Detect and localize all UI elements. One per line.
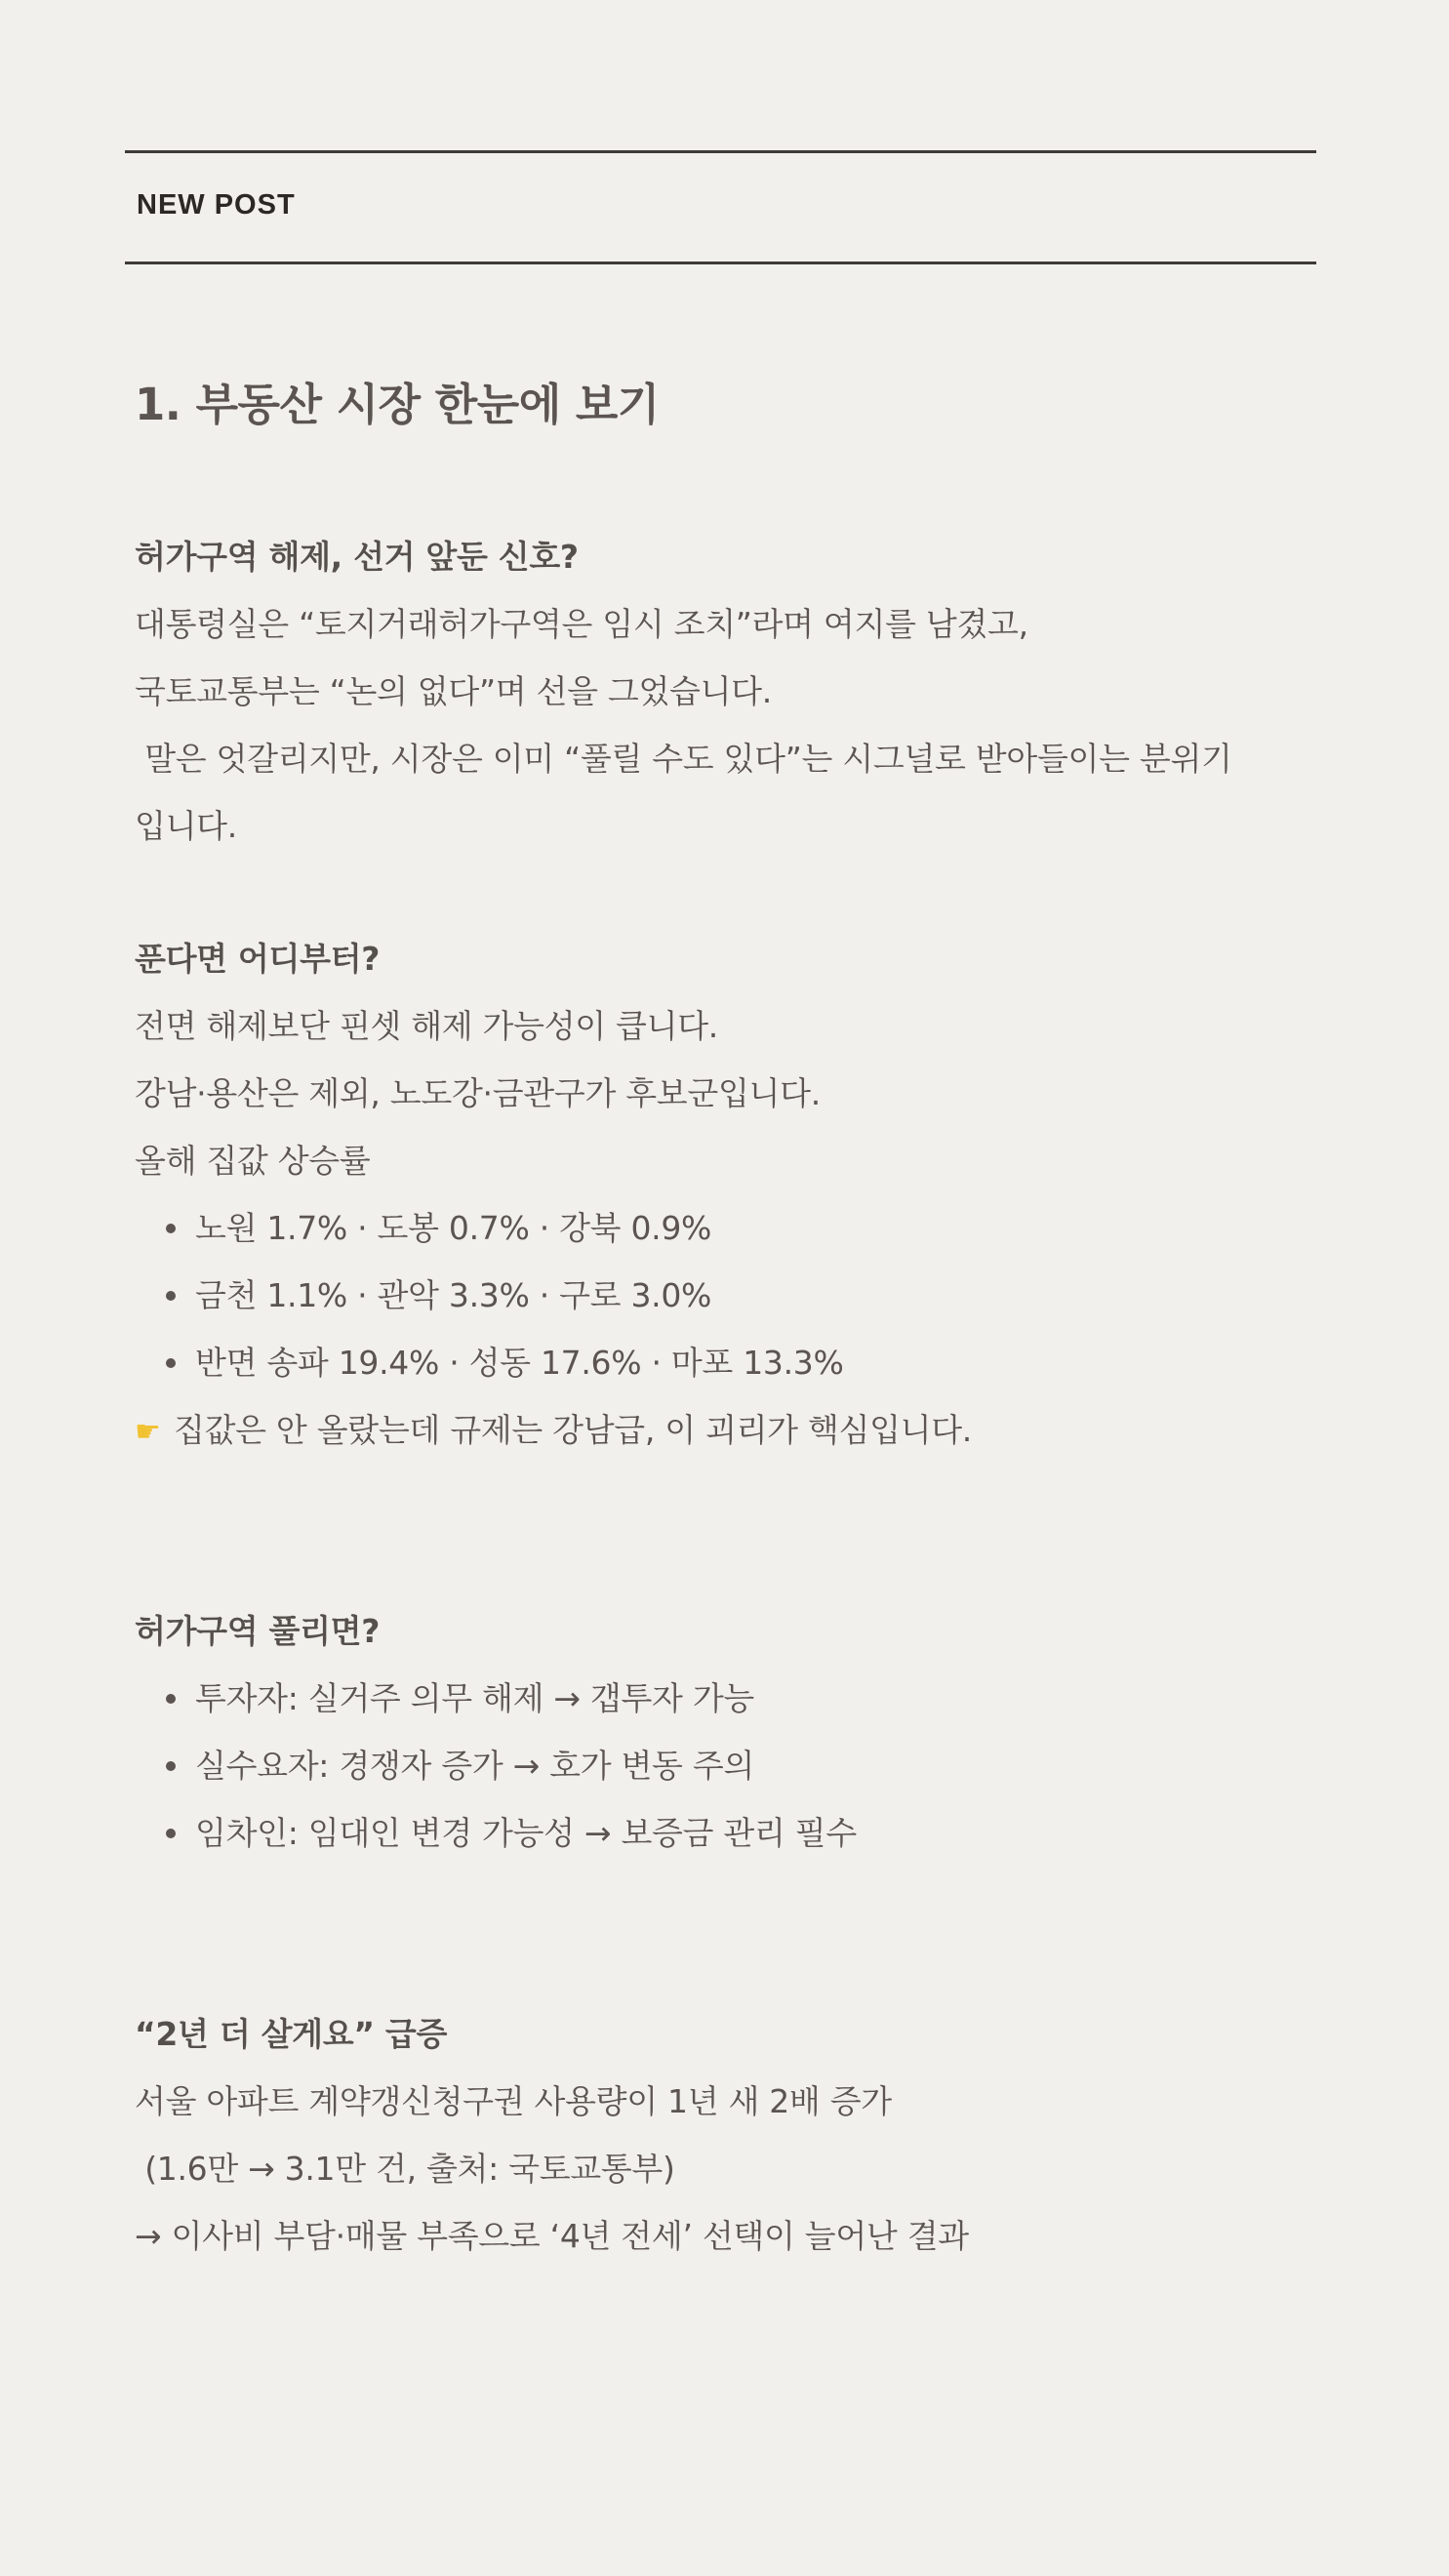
section-heading: 허가구역 해제, 선거 앞둔 신호? [135,538,579,576]
paragraph-line: 국토교통부는 “논의 없다”며 선을 그었습니다. [135,672,772,710]
bullet-icon [166,1694,176,1704]
price-change-list [135,1194,1325,1396]
list-item-text: 반면 송파 19.4% · 성동 17.6% · 마포 13.3% [195,1344,844,1382]
section-heading: 허가구역 풀리면? [135,1612,381,1650]
section-lease-renewal [135,2000,1325,2270]
paragraph-line: 서울 아파트 계약갱신청구권 사용량이 1년 새 2배 증가 [135,2082,892,2120]
list-item-text: 실수요자: 경쟁자 증가 → 호가 변동 주의 [195,1747,754,1785]
bullet-icon [166,1829,176,1838]
section-heading: 푼다면 어디부터? [135,940,381,978]
section-if-released [135,1597,1325,1867]
paragraph-line: 올해 집값 상승률 [135,1142,371,1180]
list-item-text: 노원 1.7% · 도봉 0.7% · 강북 0.9% [195,1209,712,1247]
paragraph-line: 말은 엇갈리지만, 시장은 이미 “풀릴 수도 있다”는 시그널로 받아들이는 분위기 [135,740,1232,778]
list-item [135,1194,1325,1262]
impact-list [135,1665,1325,1867]
list-item-text: 금천 1.1% · 관악 3.3% · 구로 3.0% [195,1276,712,1314]
paragraph-line: 대통령실은 “토지거래허가구역은 임시 조치”라며 여지를 남겼고, [135,605,1028,643]
paragraph-line: 입니다. [135,807,237,845]
header-bottom-rule [125,262,1316,264]
list-item [135,1329,1325,1396]
key-point-note [135,1396,1325,1464]
bullet-icon [166,1224,176,1233]
header-top-rule [125,150,1316,153]
paragraph-line: 전면 해제보단 핀셋 해제 가능성이 큽니다. [135,1007,718,1045]
bullet-icon [166,1291,176,1301]
list-item-text: 투자자: 실거주 의무 해제 → 갭투자 가능 [195,1679,754,1717]
bullet-icon [166,1761,176,1771]
list-item [135,1262,1325,1329]
list-item [135,1799,1325,1867]
section-permit-zone-release [135,523,1325,860]
list-item [135,1732,1325,1799]
paragraph-line: → 이사비 부담·매물 부족으로 ‘4년 전세’ 선택이 늘어난 결과 [135,2217,969,2255]
post-label: NEW POST [137,189,296,221]
section-heading: “2년 더 살게요” 급증 [135,2015,448,2053]
page-title: 1. 부동산 시장 한눈에 보기 [135,379,660,430]
paragraph-line: (1.6만 → 3.1만 건, 출처: 국토교통부) [135,2150,675,2188]
key-point-text: 집값은 안 올랐는데 규제는 강남급, 이 괴리가 핵심입니다. [174,1411,973,1449]
paragraph-line: 강남·용산은 제외, 노도강·금관구가 후보군입니다. [135,1074,821,1112]
list-item [135,1665,1325,1732]
pointing-hand-icon: ☛ [135,1415,161,1449]
section-where-first [135,925,1325,1464]
list-item-text: 임차인: 임대인 변경 가능성 → 보증금 관리 필수 [195,1814,857,1852]
bullet-icon [166,1358,176,1368]
